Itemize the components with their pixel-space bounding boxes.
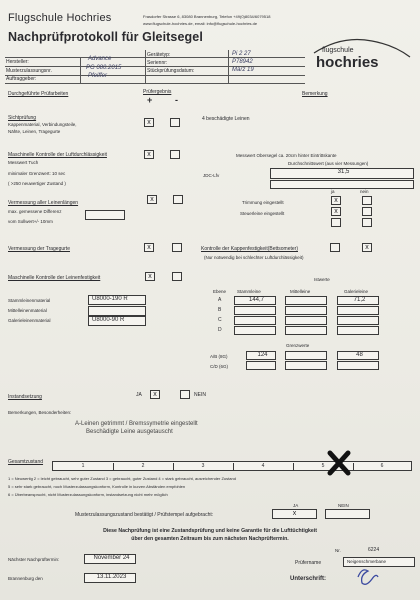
gallery-line-material-label: Galerieleinenmaterial [8, 318, 51, 323]
number-label: Nr. [335, 548, 341, 553]
conformity-no-label: NEIN [338, 503, 349, 508]
col-minus: - [175, 95, 178, 105]
info-divider [228, 50, 229, 83]
place-date-value[interactable]: 13.11.2023 [84, 573, 136, 583]
average-label: Durchschnittswert (aus vier Messungen) [288, 161, 369, 166]
line-length-title: Vermessung aller Leinenlängen [8, 200, 79, 206]
level-label: Ebene [213, 289, 227, 294]
col-header-result: Prüfergebnis [143, 89, 172, 95]
line-strength-title: Maschinelle Kontrolle der Leinenfestigkeit [8, 275, 101, 281]
visual-check-title: Sichtprüfung [8, 115, 37, 121]
condition-1[interactable]: 1 [53, 463, 114, 471]
logo-top-text: flugschule [322, 47, 354, 54]
a-middle-value[interactable] [285, 296, 327, 305]
jdc-label: JDC-Lfv [203, 173, 220, 178]
repair-yes-box[interactable]: x [150, 390, 160, 399]
middle-line-header: Mittelleine [290, 289, 311, 294]
page-title: Nachprüfprotokoll für Gleitsegel [8, 30, 203, 44]
approval-number-label: Musterzulassungsnr. [6, 68, 52, 74]
a-gallery-value[interactable]: 71,2 [337, 296, 379, 305]
b-middle-value[interactable] [285, 306, 327, 315]
remark-line: Beschädigte Leine ausgetauscht [86, 429, 173, 435]
air-permeability-note: Messwert Obersegel ca. 20cm hinter Eintrittskante [236, 153, 337, 158]
condition-scale [52, 461, 412, 471]
b-gallery-value[interactable] [337, 306, 379, 315]
manufacturer-value: Advance [88, 56, 112, 62]
air-permeability-fail-box[interactable] [170, 150, 180, 159]
conformity-yes-label: JA [293, 503, 299, 508]
middle-line-material-label: Mittelleinenmaterial [8, 308, 47, 313]
conformity-label: Musterzulassungszustand bestätigt / Prüfstempel aufgebracht: [75, 512, 214, 518]
visual-check-remark: 4 beschädigte Leinen [202, 116, 250, 122]
conformity-no-box[interactable] [325, 509, 370, 519]
legend-line: 1 = Neuwertig 2 = leicht gebraucht, sehr guter Zustand 3 = gebraucht, guter Zustand 4 = stark gebraucht, ausreichender Zustand [8, 476, 236, 481]
disclaimer-line: über den gesamten Zeitraum bis zum nächsten Nachprüftermin. [131, 536, 289, 542]
signature-label: Unterschrift: [290, 576, 327, 582]
next-inspection-value[interactable]: November 24 [84, 554, 136, 564]
remark-line: A-Leinen getrimmt / Bremssymetrie eingestellt [75, 421, 198, 427]
hochries-logo [312, 33, 412, 73]
cd-main-limit[interactable] [246, 361, 276, 370]
a-main-value[interactable]: 144,7 [234, 296, 276, 305]
canopy-pass-box[interactable] [330, 243, 340, 252]
company-address: Frasdorfer Strasse 6, 83080 Brannenburg, Telefon +49(0)8034/6079518 [143, 14, 271, 19]
condition-2[interactable]: 2 [113, 463, 174, 471]
trim-yes-box[interactable]: x [331, 196, 341, 205]
overall-condition-title: Gesamtzustand [8, 459, 44, 465]
trim-ja-label: ja [331, 189, 335, 194]
approval-number-value: PG 080.2015 [86, 65, 122, 71]
max-difference-field[interactable] [85, 210, 125, 220]
canopy-strength-note: (Nur notwendig bei schlechter Luftdurchlässigkeit) [204, 255, 304, 260]
air-permeability-line: Messwert Tuch [8, 160, 39, 165]
piece-test-label: Stückprüfungsdatum: [147, 68, 195, 74]
info-line [5, 75, 305, 76]
legend-line: 6 = Überbeansprucht, nicht Musterzulassungskonform, instandsetzung nicht mehr möglich [8, 492, 168, 497]
cross-mark-icon [327, 450, 351, 476]
c-gallery-value[interactable] [337, 316, 379, 325]
line-length-fail-box[interactable] [173, 195, 183, 204]
line-length-pass-box[interactable]: x [147, 195, 157, 204]
air-permeability-title: Maschinelle Kontrolle der Luftdurchlässigkeit [8, 152, 107, 158]
serial-value: P78942 [232, 59, 253, 65]
main-line-material-value[interactable]: U8000-190 R [88, 295, 146, 305]
signature-icon [352, 565, 382, 589]
repair-no-box[interactable] [180, 390, 190, 399]
cd-gallery-limit[interactable] [337, 361, 379, 370]
legend-line: 5 = sehr stark gebraucht, noch Musterzulassungskonform, Kontrolle in kurzen Abständen empfohlen [8, 484, 186, 489]
limits-label: Grenzwerte [286, 343, 310, 348]
trim-nein-label: nein [360, 189, 369, 194]
visual-check-line: Nähte, Leinen, Tragegurte [8, 129, 61, 134]
extra-no-box[interactable] [362, 218, 372, 227]
air-permeability-line: minimaler Grenzwert: 10 sec [8, 171, 66, 176]
ab-main-limit[interactable]: 124 [246, 351, 276, 360]
d-main-value[interactable] [234, 326, 276, 335]
line-strength-pass-box[interactable]: x [145, 272, 155, 281]
air-permeability-line: ( >250 neuwertiger Zustand ) [8, 181, 66, 186]
gallery-line-material-value[interactable]: U8000-90 R [88, 316, 146, 326]
risers-title: Vermessung der Tragegurte [8, 246, 70, 252]
inspector-name-value[interactable]: Neigenschmerbane [343, 557, 415, 567]
c-main-value[interactable] [234, 316, 276, 325]
actual-values-label: Istwerte [314, 277, 330, 282]
col-header-remark: Bemerkung [302, 91, 328, 97]
brake-label: Steuerleine eingestellt [240, 211, 285, 216]
d-gallery-value[interactable] [337, 326, 379, 335]
info-line [5, 83, 305, 84]
device-type-label: Gerätetyp: [147, 52, 171, 58]
canopy-fail-box[interactable]: x [362, 243, 372, 252]
client-label: Auftraggeber: [6, 76, 37, 82]
level-c: C [218, 317, 222, 323]
device-type-value: Pi 2 27 [232, 51, 251, 57]
visual-check-fail-box[interactable] [170, 118, 180, 127]
middle-line-material-value[interactable] [88, 306, 146, 316]
main-line-material-label: Stammleinenmaterial [8, 298, 51, 303]
canopy-strength-title: Kontrolle der Kappenfestigkeit(Bettsometer) [201, 246, 298, 252]
condition-4[interactable]: 4 [233, 463, 294, 471]
company-web: www.flugschule-hochries.de, email: info@flugschule-hochries.de [143, 21, 258, 26]
condition-6[interactable]: 6 [380, 463, 384, 469]
air-permeability-extra[interactable] [270, 180, 414, 189]
info-line [5, 66, 305, 67]
next-inspection-label: Nächster Nachprüftermin: [8, 557, 60, 562]
main-line-header: Stammleine [237, 289, 261, 294]
trim-label: Trimmung eingestellt [242, 200, 284, 205]
risers-fail-box[interactable] [172, 243, 182, 252]
repair-no-label: NEIN [194, 392, 206, 398]
air-permeability-pass-box[interactable]: x [144, 150, 154, 159]
level-b: B [218, 307, 222, 313]
gallery-line-header: Galerieleine [344, 289, 369, 294]
piece-test-value: März 19 [232, 67, 254, 73]
repair-yes-label: JA [136, 392, 142, 398]
condition-5[interactable]: 5 [293, 463, 354, 471]
info-divider [145, 50, 146, 83]
col-header-tasks: Durchgeführte Prüfarbeiten [8, 91, 69, 97]
remarks-title: Bemerkungen, Besonderheiten: [8, 410, 72, 415]
manufacturer-label: Hersteller: [6, 59, 29, 65]
line-length-line: max. gemessene Differenz [8, 209, 62, 214]
brake-no-box[interactable] [362, 207, 372, 216]
d-middle-value[interactable] [285, 326, 327, 335]
client-value: Pfeiffer [88, 73, 108, 79]
disclaimer-line: Diese Nachprüfung ist eine Zustandsprüfung und keine Garantie für die Lufttüchtigkeit [103, 528, 317, 534]
b-main-value[interactable] [234, 306, 276, 315]
condition-3[interactable]: 3 [173, 463, 234, 471]
risers-pass-box[interactable]: x [144, 243, 154, 252]
col-plus: + [147, 95, 153, 105]
ab-limit-label: A/B (8G) [210, 354, 228, 359]
ab-middle-limit[interactable] [285, 351, 327, 360]
air-permeability-value[interactable]: 31,5 [270, 168, 414, 179]
number-value: 6224 [368, 547, 380, 553]
line-length-line: vom Sollwert+/- 10mm [8, 219, 53, 224]
place-date-label: Brannenburg den [8, 576, 43, 581]
visual-check-line: Kappenmaterial, Verbindungsteile, [8, 122, 77, 127]
level-a: A [218, 297, 222, 303]
level-d: D [218, 327, 222, 333]
c-middle-value[interactable] [285, 316, 327, 325]
visual-check-pass-box[interactable]: x [144, 118, 154, 127]
cd-limit-label: C/D (6G) [210, 364, 228, 369]
line-strength-fail-box[interactable] [172, 272, 182, 281]
ab-gallery-limit[interactable]: 48 [337, 351, 379, 360]
inspector-name-label: Prüfername [295, 560, 322, 566]
company-name: Flugschule Hochries [8, 12, 112, 24]
serial-label: Seriennr: [147, 60, 168, 66]
extra-yes-box[interactable] [331, 218, 341, 227]
conformity-yes-box[interactable]: x [272, 509, 317, 519]
brake-yes-box[interactable]: x [331, 207, 341, 216]
info-divider [80, 57, 81, 83]
logo-bottom-text: hochries [316, 54, 379, 71]
cd-middle-limit[interactable] [285, 361, 327, 370]
trim-no-box[interactable] [362, 196, 372, 205]
repair-title: Instandsetzung [8, 394, 42, 400]
